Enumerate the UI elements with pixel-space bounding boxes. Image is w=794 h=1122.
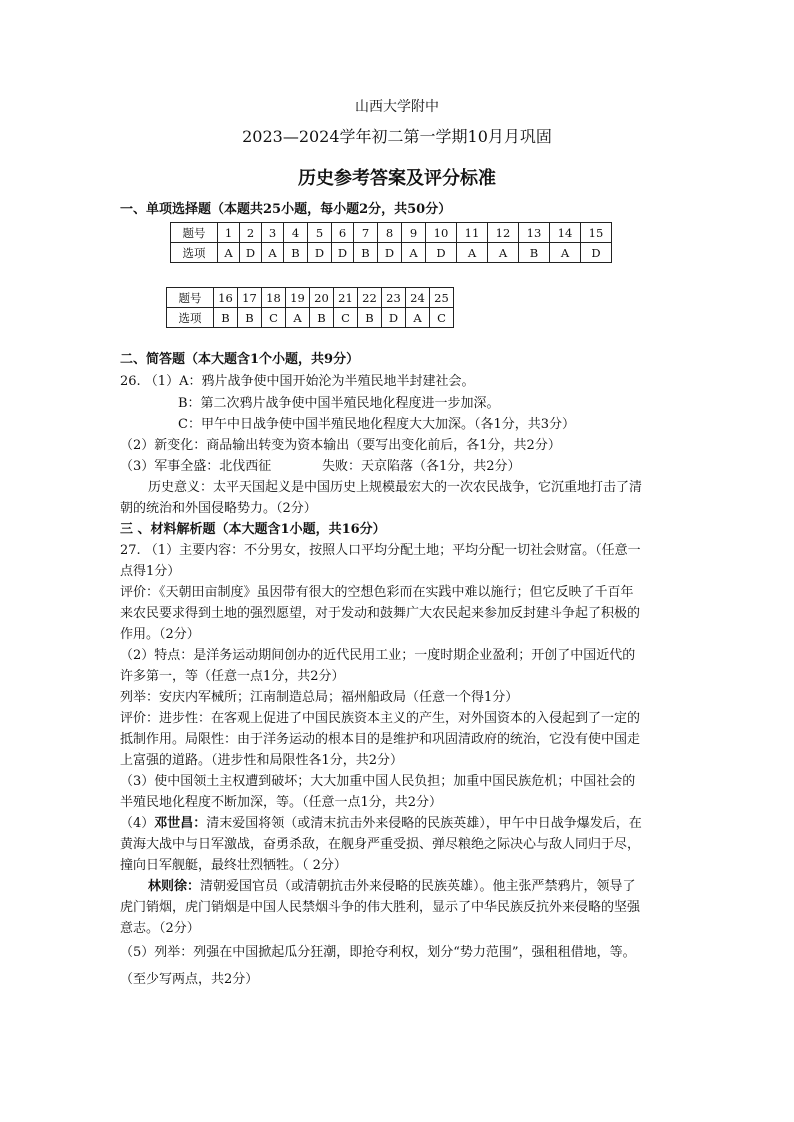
q27-part4-lin [148, 877, 636, 897]
section3-heading: 三 、材料解析题（本大题含1小题，共16分） [120, 522, 386, 537]
lin-line: 意志。（2分） [120, 921, 200, 936]
q26-significance-1: 历史意义：太平天国起义是中国历史上规模最宏大的一次农民战争，它沉重地打击了清 [148, 480, 643, 495]
deng-line: 撞向日军舰艇，最终壮烈牺牲。（ 2分） [120, 858, 347, 873]
table-row [171, 223, 612, 243]
q26-part2: （2）新变化：商品输出转变为资本输出（要写出变化前后，各1分，共2分） [120, 438, 561, 453]
table-row [167, 288, 454, 308]
section2-heading: 二、简答题（本大题含1个小题，共9分） [120, 352, 360, 367]
table-row [171, 243, 612, 263]
table-cell: 20 [310, 288, 334, 308]
table-cell: 21 [334, 288, 358, 308]
q26-part1-c: C：甲午中日战争使中国半殖民地化程度大大加深。（各1分，共3分） [178, 417, 575, 432]
q26-part3-b: 失败：天京陷落（各1分，共2分） [322, 459, 521, 474]
table-row [167, 308, 454, 328]
deng-label: 邓世昌： [154, 816, 207, 831]
table-cell: 6 [332, 223, 354, 243]
exam-title: 2023—2024学年初二第一学期10月月巩固 [242, 127, 552, 146]
table-cell: 4 [284, 223, 308, 243]
table-cell: A [406, 308, 430, 328]
table-cell: D [308, 243, 332, 263]
table-cell: C [430, 308, 454, 328]
table-cell: 1 [218, 223, 240, 243]
q27-line: 点得1分） [120, 564, 181, 579]
q27-line: 半殖民地化程度不断加深，等。（任意一点1分，共2分） [120, 795, 443, 810]
q26-part3-a: （3）军事全盛：北伐西征 [120, 459, 272, 474]
table-cell: 14 [550, 223, 581, 243]
q27-part5-note: （至少写两点，共2分） [120, 972, 259, 987]
q27-line: 许多第一，等（任意一点1分，共2分） [120, 669, 345, 684]
table-cell: A [262, 243, 284, 263]
table-cell: 16 [214, 288, 238, 308]
table-cell: C [334, 308, 358, 328]
table-cell: A [550, 243, 581, 263]
table-cell: D [378, 243, 402, 263]
q27-line: 抵制作用。局限性：由于洋务运动的根本目的是维护和巩固清政府的统治，它没有使中国走 [120, 732, 641, 747]
q27-line: 列举：安庆内军械所；江南制造总局；福州船政局（任意一个得1分） [120, 690, 519, 705]
table-cell: B [310, 308, 334, 328]
table-cell: 3 [262, 223, 284, 243]
q26-part1-a: 26. （1）A：鸦片战争使中国开始沦为半殖民地半封建社会。 [120, 374, 475, 389]
table-cell: B [358, 308, 382, 328]
q27-part4-deng [120, 814, 642, 834]
table-cell: 5 [308, 223, 332, 243]
table-cell: D [240, 243, 262, 263]
table-cell: 12 [488, 223, 519, 243]
table-header-cell: 题号 [171, 223, 218, 243]
q27-line: （2）特点：是洋务运动期间创办的近代民用工业；一度时期企业盈利；开创了中国近代的 [120, 648, 636, 663]
q27-line: 评价：《天朝田亩制度》虽因带有很大的空想色彩而在实践中难以施行；但它反映了千百年 [120, 585, 634, 600]
q27-part4-prefix: （4） [120, 816, 155, 831]
table-cell: 8 [378, 223, 402, 243]
deng-text: 清末爱国将领（或清末抗击外来侵略的民族英雄），甲午中日战争爆发后，在 [206, 816, 642, 831]
page-title: 历史参考答案及评分标准 [298, 168, 496, 189]
table-cell: D [581, 243, 612, 263]
table-cell: 9 [402, 223, 426, 243]
table-cell: 24 [406, 288, 430, 308]
q27-line: （3）使中国领土主权遭到破坏；大大加重中国人民负担；加重中国民族危机；中国社会的 [120, 774, 636, 789]
q26-part1-b: B：第二次鸦片战争使中国半殖民地化程度进一步加深。 [178, 396, 500, 411]
table-cell: D [332, 243, 354, 263]
table-cell: 2 [240, 223, 262, 243]
lin-text: 清朝爱国官员（或清朝抗击外来侵略的民族英雄）。他主张严禁鸦片，领导了 [200, 879, 636, 894]
table-cell: B [354, 243, 378, 263]
q27-line: 评价：进步性：在客观上促进了中国民族资本主义的产生，对外国资本的入侵起到了一定的 [120, 711, 641, 726]
table-cell: 11 [457, 223, 488, 243]
q26-significance-2: 朝的统治和外国侵略势力。（2分） [120, 501, 317, 516]
q27-line: 上富强的道路。（进步性和局限性各1分，共2分） [120, 753, 404, 768]
table-cell: 18 [262, 288, 286, 308]
table-cell: 10 [426, 223, 457, 243]
table-cell: 22 [358, 288, 382, 308]
table-cell: B [519, 243, 550, 263]
q27-part5: （5）列举：列强在中国掀起瓜分狂潮，即抢夺利权，划分“势力范围”，强租租借地，等。 [120, 945, 636, 960]
table-header-cell: 选项 [167, 308, 214, 328]
table-header-cell: 题号 [167, 288, 214, 308]
answer-table-1 [170, 222, 612, 263]
table-cell: 23 [382, 288, 406, 308]
table-cell: D [382, 308, 406, 328]
table-cell: C [262, 308, 286, 328]
table-cell: D [426, 243, 457, 263]
table-cell: 25 [430, 288, 454, 308]
table-cell: A [286, 308, 310, 328]
section1-heading: 一、单项选择题（本题共25小题，每小题2分，共50分） [120, 202, 452, 217]
table-cell: 13 [519, 223, 550, 243]
q27-line: 27. （1）主要内容：不分男女，按照人口平均分配土地；平均分配一切社会财富。（任意一 [120, 543, 641, 558]
answer-table-2 [166, 287, 454, 328]
table-cell: A [457, 243, 488, 263]
table-cell: 17 [238, 288, 262, 308]
table-cell: A [218, 243, 240, 263]
table-cell: B [214, 308, 238, 328]
q27-line: 作用。（2分） [120, 627, 200, 642]
table-cell: 19 [286, 288, 310, 308]
table-cell: A [488, 243, 519, 263]
table-cell: B [238, 308, 262, 328]
table-cell: B [284, 243, 308, 263]
table-header-cell: 选项 [171, 243, 218, 263]
table-cell: 7 [354, 223, 378, 243]
table-cell: 15 [581, 223, 612, 243]
q27-line: 来农民要求得到土地的强烈愿望，对于发动和鼓舞广大农民起来参加反封建斗争起了积极的 [120, 606, 641, 621]
table-cell: A [402, 243, 426, 263]
lin-line: 虎门销烟，虎门销烟是中国人民禁烟斗争的伟大胜利，显示了中华民族反抗外来侵略的坚强 [120, 900, 641, 915]
deng-line: 黄海大战中与日军激战，奋勇杀敌，在舰身严重受损、弹尽粮绝之际决心与敌人同归于尽， [120, 837, 641, 852]
lin-label: 林则徐： [148, 879, 201, 894]
school-name: 山西大学附中 [355, 99, 439, 115]
